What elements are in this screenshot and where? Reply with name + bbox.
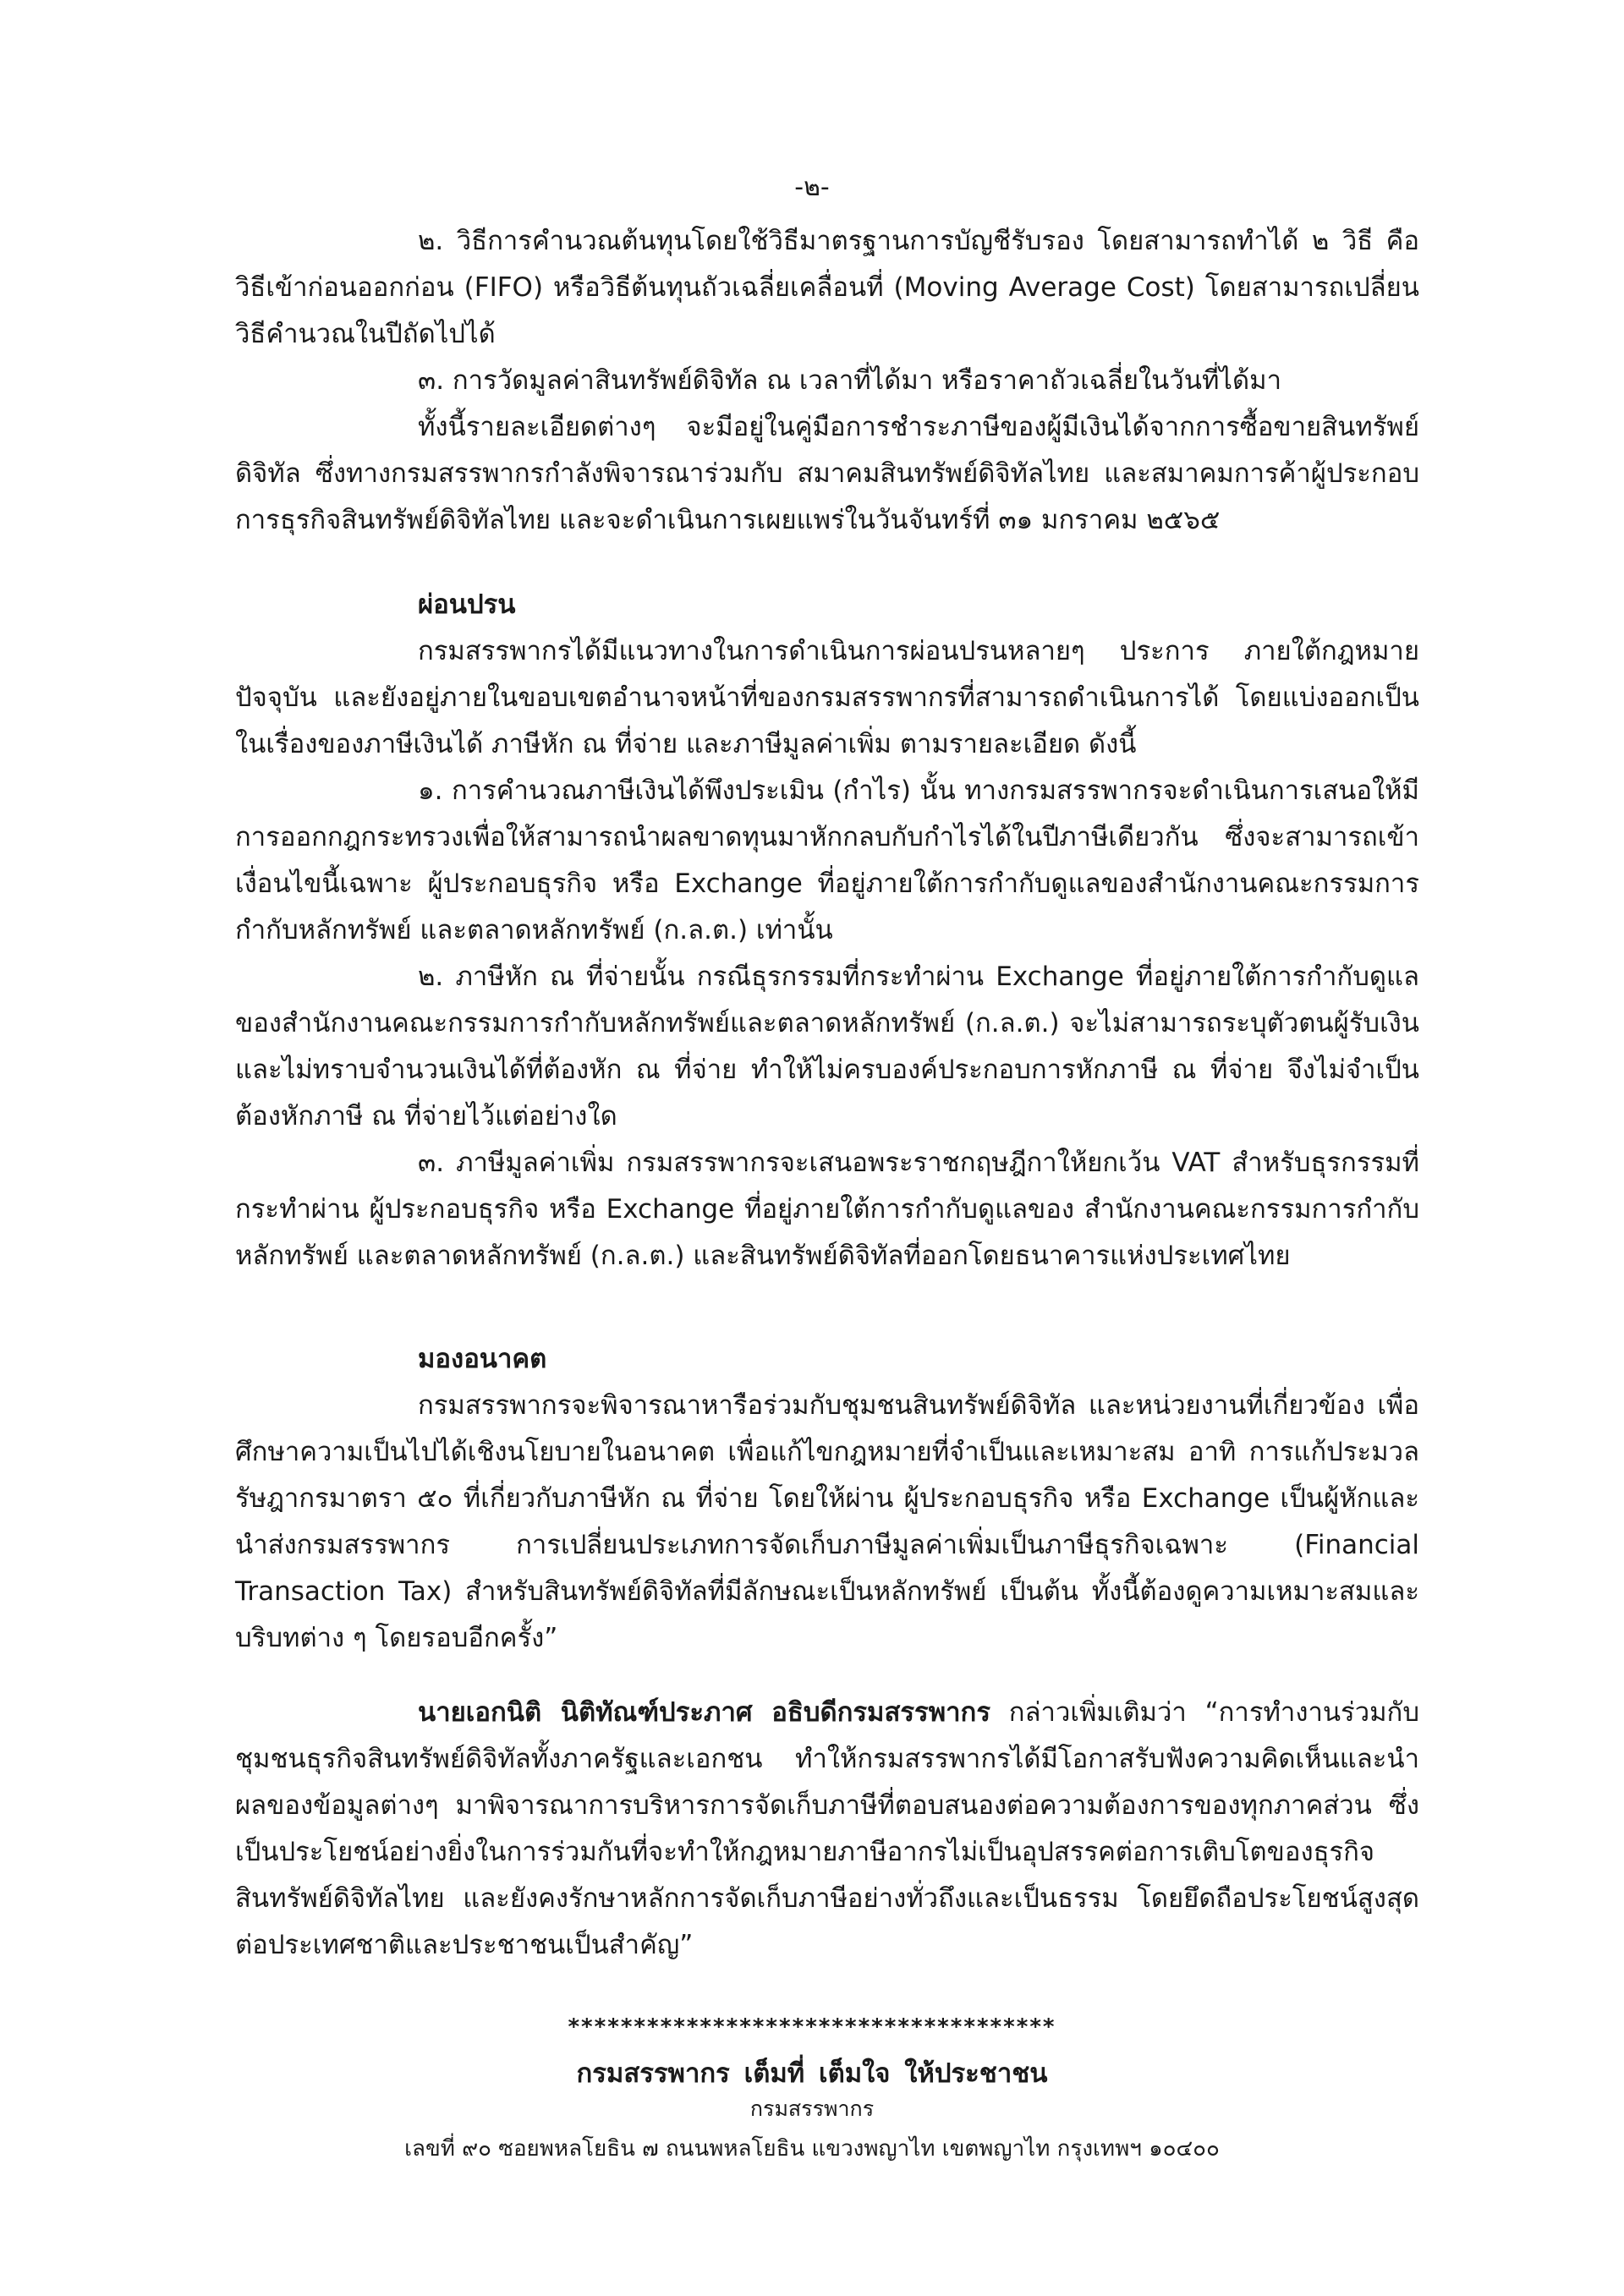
paragraph-manual-note: ทั้งนี้รายละเอียดต่างๆ จะมีอยู่ในคู่มือการชำระภาษีของผู้มีเงินได้จากการซื้อขายสินทรัพย์ดิจิทัล ซึ่งทางกรมสรรพากรกำลังพิจารณาร่วมกับ สมาคมสินทรัพย์ดิจิทัลไทย และสมาคมการค้าผู้ประกอบการธุรกิจสินทรัพย์ดิจิทัลไทย และจะดำเนินการเผยแพร่ในวันจันทร์ที่ ๓๑ มกราคม ๒๕๖๕ [235, 412, 1419, 535]
section-heading-relief: ผ่อนปรน [418, 589, 516, 620]
paragraph-valuation: ๓. การวัดมูลค่าสินทรัพย์ดิจิทัล ณ เวลาที่ได้มา หรือราคาถัวเฉลี่ยในวันที่ได้มา [418, 365, 1281, 396]
page-number: -๒- [794, 173, 830, 202]
footer-address: เลขที่ ๙๐ ซอยพหลโยธิน ๗ ถนนพหลโยธิน แขวงพญาไท เขตพญาไท กรุงเทพฯ ๑๐๔๐๐ [404, 2136, 1220, 2162]
separator-stars: ************************************* [568, 2014, 1056, 2040]
paragraph-quote [235, 1690, 1419, 1969]
paragraph-future: กรมสรรพากรจะพิจารณาหารือร่วมกับชุมชนสินทรัพย์ดิจิทัล และหน่วยงานที่เกี่ยวข้อง เพื่อศึกษาความเป็นไปได้เชิงนโยบายในอนาคต เพื่อแก้ไขกฎหมายที่จำเป็นและเหมาะสม อาทิ การแก้ประมวลรัษฎากรมาตรา ๕๐ ที่เกี่ยวกับภาษีหัก ณ ที่จ่าย โดยให้ผ่าน ผู้ประกอบธุรกิจ หรือ Exchange เป็นผู้หักและนำส่งกรมสรรพากร การเปลี่ยนประเภทการจัดเก็บภาษีมูลค่าเพิ่มเป็นภาษีธุรกิจเฉพาะ (Financial Transaction Tax) สำหรับสินทรัพย์ดิจิทัลที่มีลักษณะเป็นหลักทรัพย์ เป็นต้น ทั้งนี้ต้องดูความเหมาะสมและบริบทต่าง ๆ โดยรอบอีกครั้ง” [235, 1390, 1419, 1653]
speaker-name: นายเอกนิติ นิติทัณฑ์ประภาศ อธิบดีกรมสรรพากร [418, 1697, 990, 1728]
footer-organization: กรมสรรพากร [749, 2096, 875, 2121]
paragraph-relief-vat: ๓. ภาษีมูลค่าเพิ่ม กรมสรรพากรจะเสนอพระราชกฤษฎีกาให้ยกเว้น VAT สำหรับธุรกรรมที่กระทำผ่าน ผู้ประกอบธุรกิจ หรือ Exchange ที่อยู่ภายใต้การกำกับดูแลของ สำนักงานคณะกรรมการกำกับหลักทรัพย์ และตลาดหลักทรัพย์ (ก.ล.ต.) และสินทรัพย์ดิจิทัลที่ออกโดยธนาคารแห่งประเทศไทย [235, 1148, 1419, 1271]
paragraph-cost-method: ๒. วิธีการคำนวณต้นทุนโดยใช้วิธีมาตรฐานการบัญชีรับรอง โดยสามารถทำได้ ๒ วิธี คือ วิธีเข้าก่อนออกก่อน (FIFO) หรือวิธีต้นทุนถัวเฉลี่ยเคลื่อนที่ (Moving Average Cost) โดยสามารถเปลี่ยนวิธีคำนวณในปีถัดไปได้ [235, 226, 1419, 349]
relief-section [235, 582, 1419, 1280]
paragraph-relief-income-tax: ๑. การคำนวณภาษีเงินได้พึงประเมิน (กำไร) นั้น ทางกรมสรรพากรจะดำเนินการเสนอให้มีการออกกฎกระทรวงเพื่อให้สามารถนำผลขาดทุนมาหักกลบกับกำไรได้ในปีภาษีเดียวกัน ซึ่งจะสามารถเข้าเงื่อนไขนี้เฉพาะ ผู้ประกอบธุรกิจ หรือ Exchange ที่อยู่ภายใต้การกำกับดูแลของสำนักงานคณะกรรมการกำกับหลักทรัพย์ และตลาดหลักทรัพย์ (ก.ล.ต.) เท่านั้น [235, 775, 1419, 945]
paragraph-relief-intro: กรมสรรพากรได้มีแนวทางในการดำเนินการผ่อนปรนหลายๆ ประการ ภายใต้กฎหมายปัจจุบัน และยังอยู่ภายในขอบเขตอำนาจหน้าที่ของกรมสรรพากรที่สามารถดำเนินการได้ โดยแบ่งออกเป็นในเรื่องของภาษีเงินได้ ภาษีหัก ณ ที่จ่าย และภาษีมูลค่าเพิ่ม ตามรายละเอียด ดังนี้ [235, 636, 1419, 759]
future-section [235, 1336, 1419, 1662]
section-heading-future: มองอนาคต [418, 1344, 547, 1374]
paragraph-relief-withholding: ๒. ภาษีหัก ณ ที่จ่ายนั้น กรณีธุรกรรมที่กระทำผ่าน Exchange ที่อยู่ภายใต้การกำกับดูแลของสำนักงานคณะกรรมการกำกับหลักทรัพย์และตลาดหลักทรัพย์ (ก.ล.ต.) จะไม่สามารถระบุตัวตนผู้รับเงินและไม่ทราบจำนวนเงินได้ที่ต้องหัก ณ ที่จ่าย ทำให้ไม่ครบองค์ประกอบการหักภาษี ณ ที่จ่าย จึงไม่จำเป็นต้องหักภาษี ณ ที่จ่ายไว้แต่อย่างใด [235, 962, 1419, 1132]
quote-text: กล่าวเพิ่มเติมว่า “การทำงานร่วมกับชุมชนธุรกิจสินทรัพย์ดิจิทัลทั้งภาครัฐและเอกชน ทำให้กรมสรรพากรได้มีโอกาสรับฟังความคิดเห็นและนำผลของข้อมูลต่างๆ มาพิจารณาการบริหารการจัดเก็บภาษีที่ตอบสนองต่อความต้องการของทุกภาคส่วน ซึ่งเป็นประโยชน์อย่างยิ่งในการร่วมกันที่จะทำให้กฎหมายภาษีอากรไม่เป็นอุปสรรคต่อการเติบโตของธุรกิจสินทรัพย์ดิจิทัลไทย และยังคงรักษาหลักการจัดเก็บภาษีอย่างทั่วถึงและเป็นธรรม โดยยึดถือประโยชน์สูงสุดต่อประเทศชาติและประชาชนเป็นสำคัญ” [235, 1697, 1420, 1960]
quote-section [235, 1690, 1419, 1969]
method-section [235, 218, 1419, 544]
footer-slogan: กรมสรรพากร เต็มที่ เต็มใจ ให้ประชาชน [576, 2058, 1048, 2089]
